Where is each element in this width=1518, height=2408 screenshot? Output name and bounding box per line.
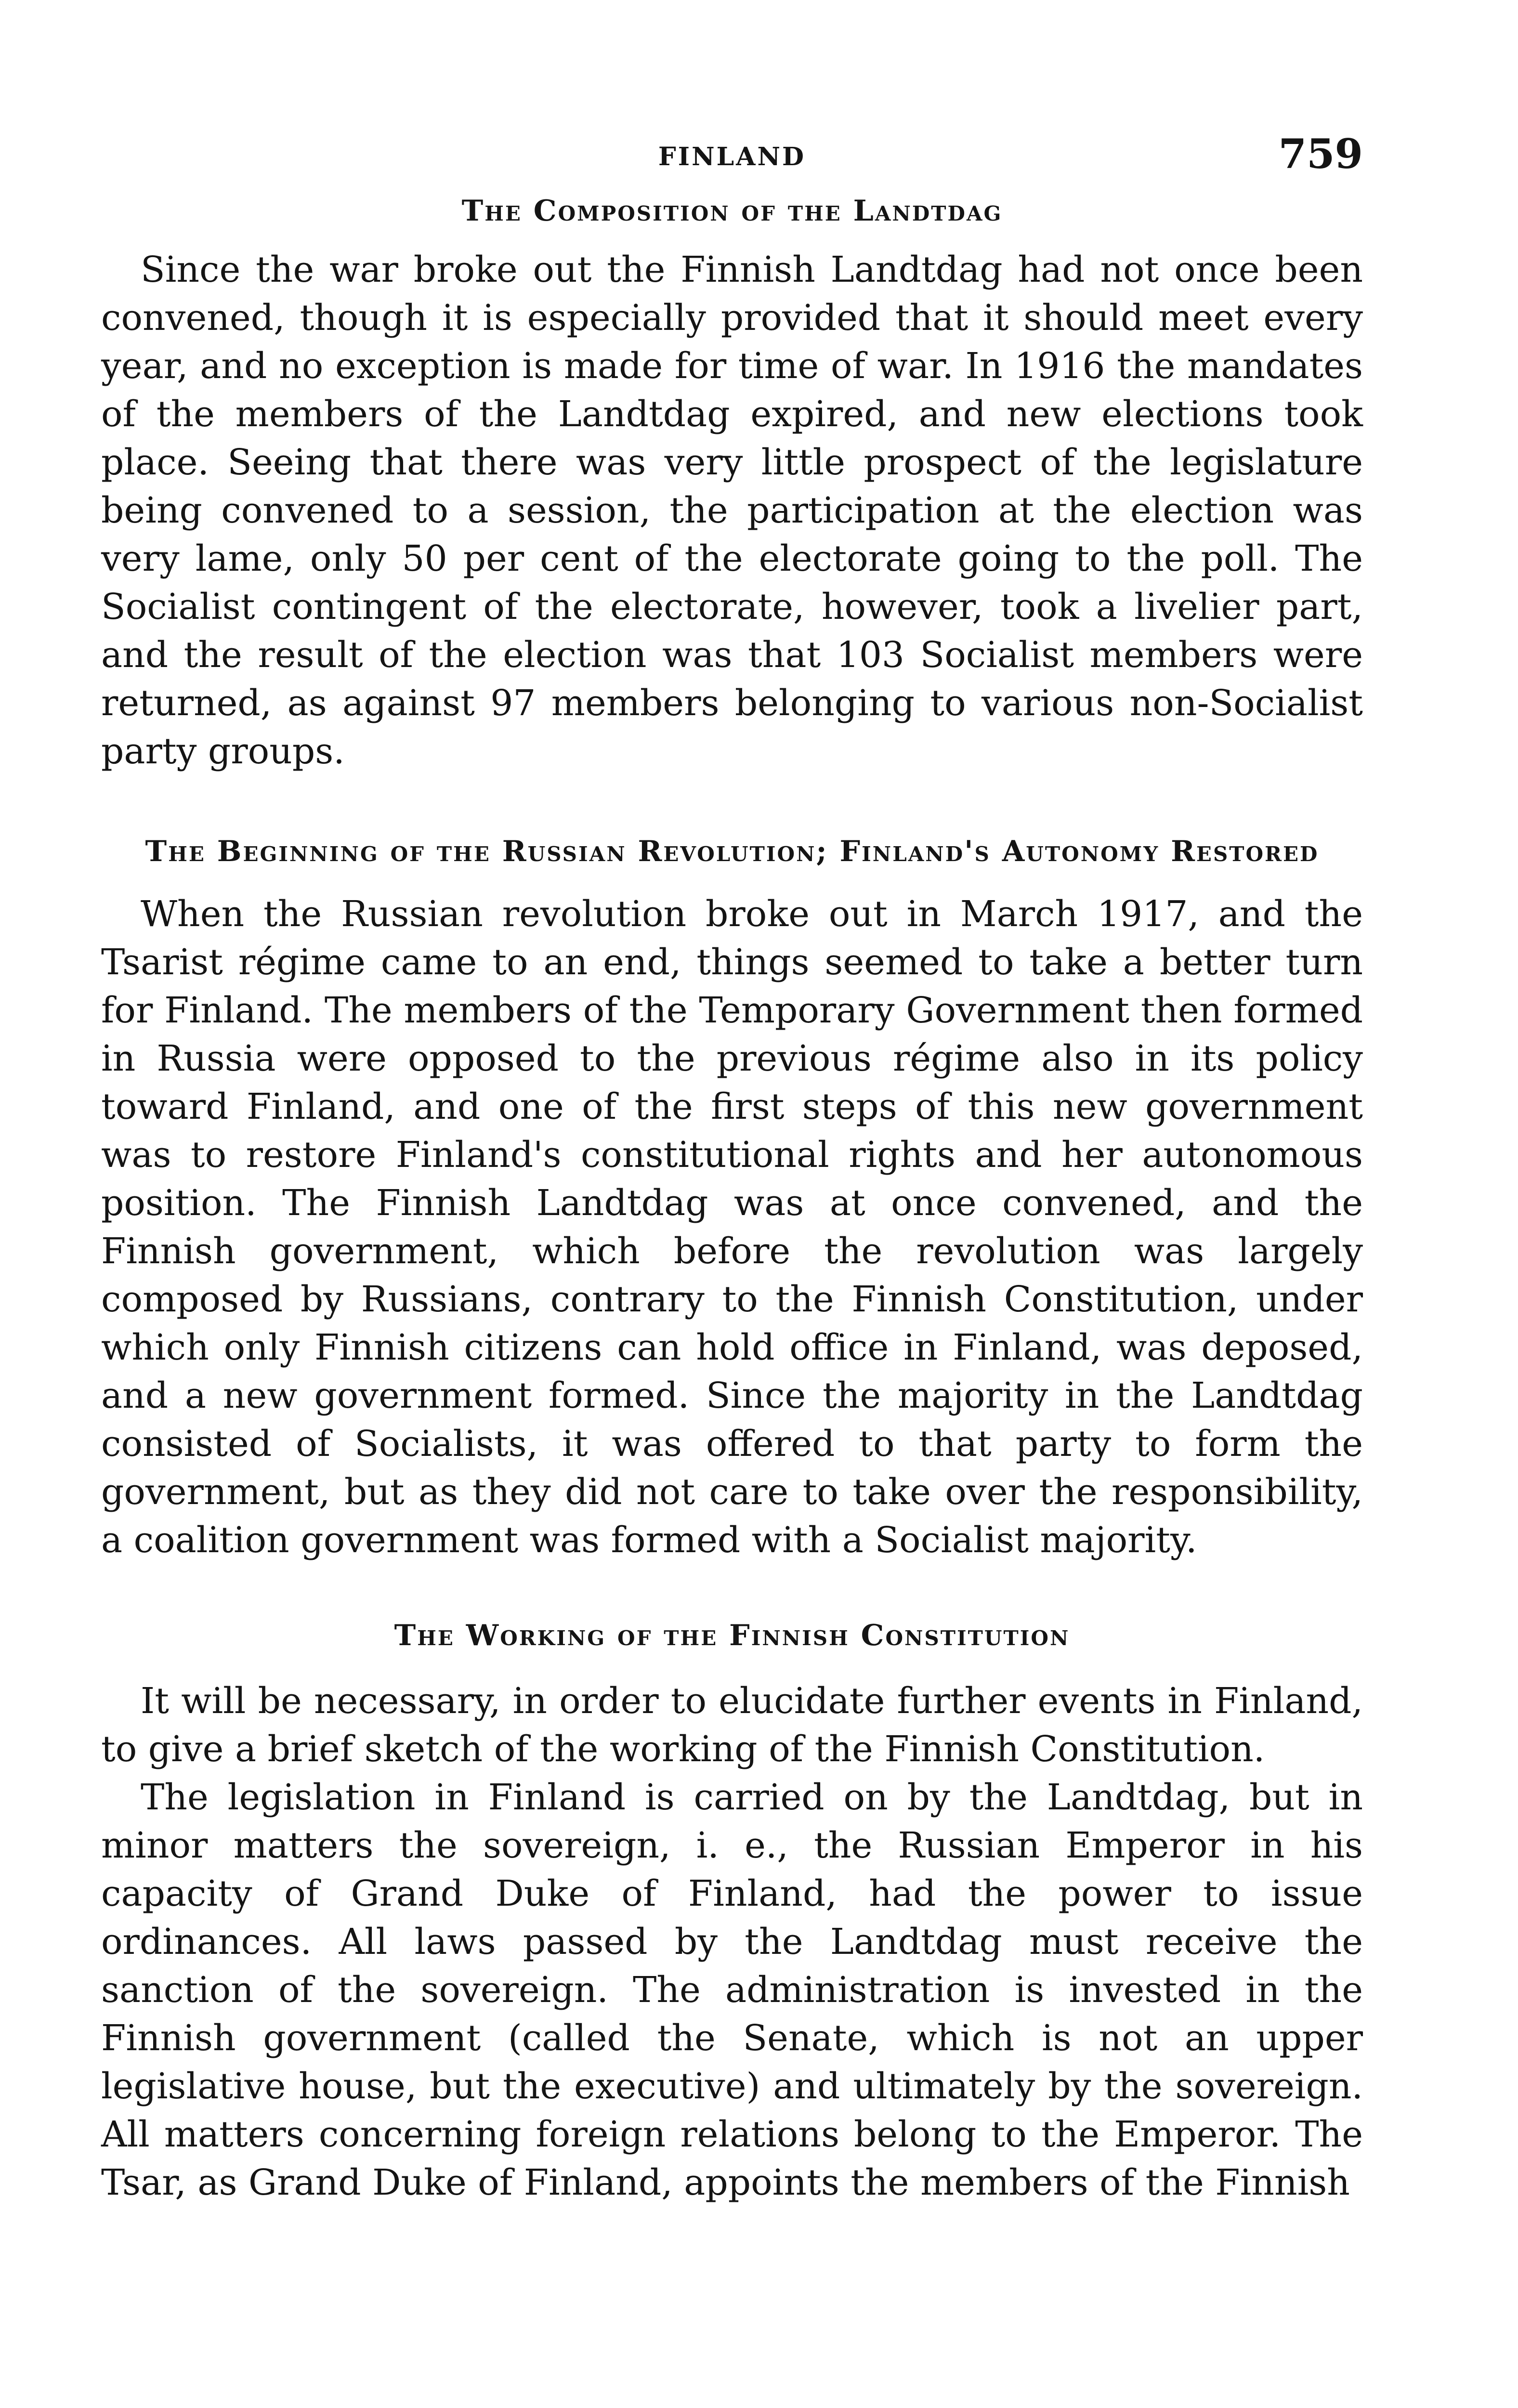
page-number: 759 bbox=[1278, 130, 1363, 178]
section-heading-constitution: The Working of the Finnish Constitution bbox=[394, 1619, 1070, 1652]
book-page bbox=[101, 130, 1363, 2207]
paragraph-composition: Since the war broke out the Finnish Landtdag had not once been convened, though it is especially provided that it should meet every year, and no exception is made for time of war. In 1916 the mandates of the members of the Landtdag expired, and new elections took place. Seeing that there was very little prospect of the legislature being convened to a session, the participation at the election was very lame, only 50 per cent of the electorate going to the poll. The Socialist contingent of the electorate, however, took a livelier part, and the result of the election was that 103 Socialist members were returned, as against 97 members belonging to various non-Socialist party groups. bbox=[101, 249, 1363, 772]
section-heading-composition: The Composition of the Landtdag bbox=[461, 194, 1003, 228]
paragraph-constitution-legislation: The legislation in Finland is carried on by the Landtdag, but in minor matters the sovereign, i. e., the Russian Emperor in his capacity of Grand Duke of Finland, had the power to issue ordinances. All laws passed by the Landtdag must receive the sanction of the sovereign. The administration is invested in the Finnish government (called the Senate, which is not an upper legislative house, but the executive) and ultimately by the sovereign. All matters concerning foreign relations belong to the Emperor. The Tsar, as Grand Duke of Finland, appoints the members of the Finnish bbox=[101, 1777, 1363, 2203]
running-title: FINLAND bbox=[658, 142, 806, 171]
paragraph-constitution-intro: It will be necessary, in order to elucidate further events in Finland, to give a brief sketch of the working of the Finnish Constitution. bbox=[101, 1680, 1363, 1770]
running-header bbox=[101, 130, 1363, 188]
paragraph-revolution: When the Russian revolution broke out in March 1917, and the Tsarist régime came to an end, things seemed to take a better turn for Finland. The members of the Temporary Government then formed in Russia were opposed to the previous régime also in its policy toward Finland, and one of the first steps of this new government was to restore Finland's constitutional rights and her autonomous position. The Finnish Landtdag was at once convened, and the Finnish government, which before the revolution was largely composed by Russians, contrary to the Finnish Constitution, under which only Finnish citizens can hold office in Finland, was deposed, and a new government formed. Since the majority in the Landtdag consisted of Socialists, it was offered to that party to form the government, but as they did not care to take over the responsibility, a coalition government was formed with a Socialist majority. bbox=[101, 893, 1363, 1561]
section-heading-revolution: The Beginning of the Russian Revolution; Finland's Autonomy Restored bbox=[145, 835, 1319, 868]
